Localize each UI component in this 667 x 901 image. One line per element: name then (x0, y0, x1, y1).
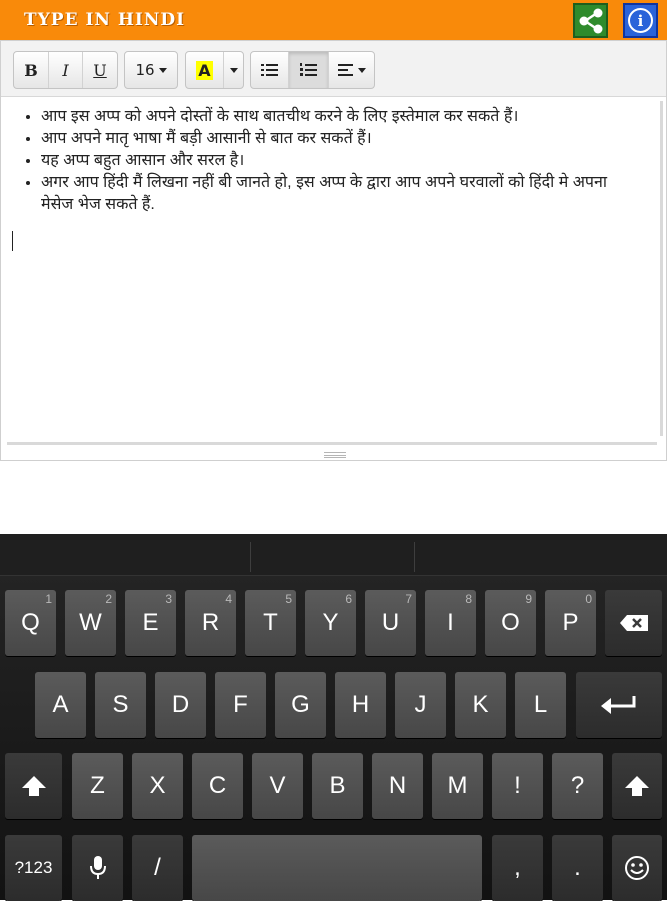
space-key[interactable] (192, 835, 482, 901)
align-left-icon (338, 64, 354, 76)
comma-key[interactable]: , (492, 835, 543, 901)
key-s[interactable]: S (95, 672, 146, 738)
chevron-down-icon (230, 68, 238, 73)
font-color-group (185, 51, 244, 89)
key-l[interactable]: L (515, 672, 566, 738)
text-cursor (12, 231, 13, 251)
list-item: • आप इस अप्प को अपने दोस्तों के साथ बातचीथ करने के लिए इस्तेमाल कर सकते हैं। (41, 106, 642, 128)
shift-key-left[interactable] (5, 753, 62, 819)
enter-key[interactable] (576, 672, 662, 738)
key-p[interactable]: P 0 (545, 590, 596, 656)
bold-button[interactable]: B (14, 52, 49, 88)
key-y[interactable]: Y 6 (305, 590, 356, 656)
key-j[interactable]: J (395, 672, 446, 738)
key-x[interactable]: X (132, 753, 183, 819)
list-item: • आप अपने मातृ भाषा मैं बड़ी आसानी से बात कर सकतें हैं। (41, 128, 642, 150)
italic-button[interactable]: I (49, 52, 83, 88)
format-toolbar (1, 41, 666, 97)
key-z[interactable]: Z (72, 753, 123, 819)
key-u[interactable]: U 7 (365, 590, 416, 656)
list-item: • अगर आप हिंदी मैं लिखना नहीं बी जानते हो, इस अप्प के द्वारा आप अपने घरवालों को हिंदी मे अपना मेसेज भेज सकते हैं. (41, 172, 642, 216)
underline-button[interactable]: U (93, 60, 107, 80)
shift-icon (21, 774, 47, 798)
chevron-down-icon (159, 68, 167, 73)
numbered-list-button[interactable] (289, 52, 329, 88)
list-item: • यह अप्प बहुत आसान और सरल है। (41, 150, 642, 172)
enter-icon (600, 694, 638, 716)
key-q[interactable]: Q 1 (5, 590, 56, 656)
key-b[interactable]: B (312, 753, 363, 819)
rich-text-editor[interactable] (0, 40, 667, 461)
editor-content[interactable] (1, 98, 666, 443)
key-w[interactable]: W 2 (65, 590, 116, 656)
chevron-down-icon (358, 68, 366, 73)
resize-grip[interactable] (324, 452, 346, 458)
align-dropdown[interactable] (329, 52, 374, 88)
slash-key[interactable]: / (132, 835, 183, 901)
share-icon (577, 7, 605, 35)
bullet-list-icon (261, 63, 279, 77)
key-c[interactable]: C (192, 753, 243, 819)
suggestion-divider (414, 542, 415, 572)
key-t[interactable]: T 5 (245, 590, 296, 656)
key-f[interactable]: F (215, 672, 266, 738)
emoji-icon (624, 855, 650, 881)
shift-icon (624, 774, 650, 798)
vertical-scrollbar[interactable] (660, 101, 663, 436)
symbols-key[interactable]: ?123 (5, 835, 62, 901)
paragraph-group (250, 51, 375, 89)
key-h[interactable]: H (335, 672, 386, 738)
share-button[interactable] (573, 3, 608, 38)
key-v[interactable]: V (252, 753, 303, 819)
backspace-key[interactable] (605, 590, 662, 656)
key-a[interactable]: A (35, 672, 86, 738)
text-style-group (13, 51, 118, 89)
suggestion-divider (250, 542, 251, 572)
font-color-button[interactable] (186, 52, 224, 88)
info-icon: i (628, 8, 653, 33)
backspace-icon (619, 614, 649, 632)
soft-keyboard (0, 534, 667, 900)
key-d[interactable]: D (155, 672, 206, 738)
shift-key-right[interactable] (612, 753, 662, 819)
key-e[interactable]: E 3 (125, 590, 176, 656)
bullet-list-button[interactable] (251, 52, 289, 88)
key-question[interactable]: ? (552, 753, 603, 819)
font-color-swatch: A (198, 60, 211, 80)
mic-key[interactable] (72, 835, 123, 901)
bullet-list (41, 106, 642, 216)
key-k[interactable]: K (455, 672, 506, 738)
emoji-key[interactable] (612, 835, 662, 901)
font-size-dropdown[interactable] (124, 51, 178, 89)
horizontal-scrollbar[interactable] (7, 442, 657, 445)
key-exclamation[interactable]: ! (492, 753, 543, 819)
suggestion-bar (0, 534, 667, 576)
key-g[interactable]: G (275, 672, 326, 738)
info-button[interactable] (623, 3, 658, 38)
key-m[interactable]: M (432, 753, 483, 819)
period-key[interactable]: . (552, 835, 603, 901)
key-n[interactable]: N (372, 753, 423, 819)
numbered-list-icon (300, 62, 318, 78)
font-size-value: 16 (135, 61, 155, 79)
app-bar (0, 0, 667, 40)
key-o[interactable]: O 9 (485, 590, 536, 656)
font-color-dropdown[interactable] (224, 52, 243, 88)
mic-icon (89, 855, 107, 881)
key-i[interactable]: I 8 (425, 590, 476, 656)
app-title: TYPE IN HINDI (24, 10, 186, 30)
key-r[interactable]: R 4 (185, 590, 236, 656)
